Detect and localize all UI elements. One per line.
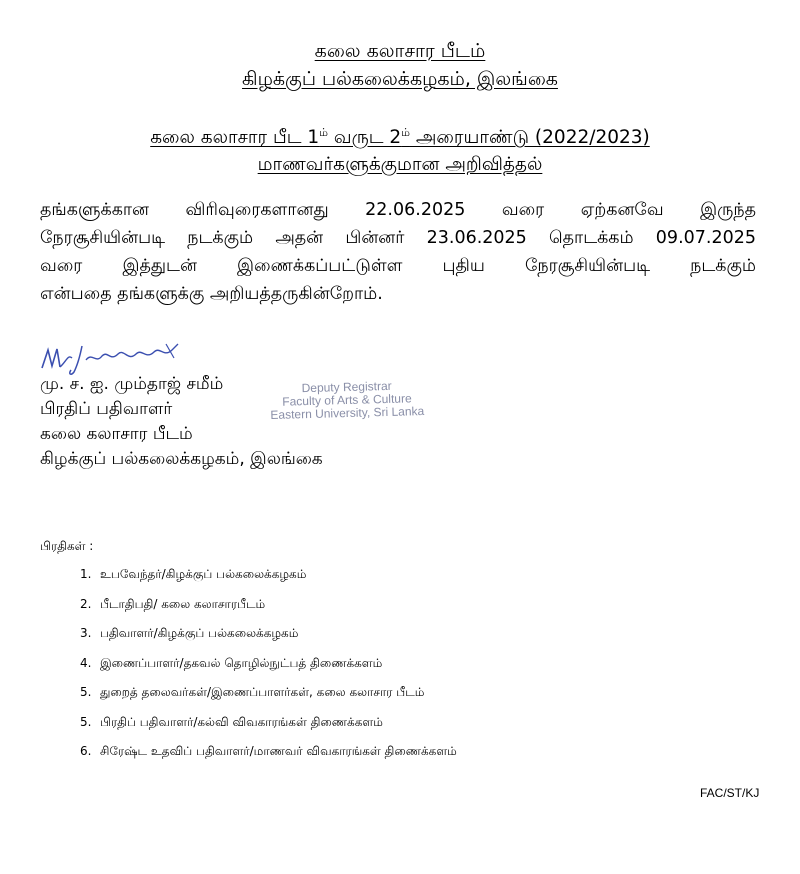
list-item <box>80 715 457 745</box>
list-text: உபவேந்தர்/கிழக்குப் பல்கலைக்கழகம் <box>100 567 307 581</box>
list-item <box>80 597 457 627</box>
list-item <box>80 656 457 686</box>
list-item <box>80 744 457 774</box>
faculty-name: கலை கலாசார பீடம் <box>314 40 486 62</box>
notice-title <box>0 126 800 150</box>
list-number: 5. <box>80 714 92 729</box>
signatory-university: கிழக்குப் பல்கலைக்கழகம், இலங்கை <box>40 449 323 469</box>
faculty-heading <box>0 40 800 65</box>
stamp-line: Faculty of Arts & Culture <box>282 391 412 409</box>
stamp-line: Eastern University, Sri Lanka <box>270 403 425 423</box>
list-text: பதிவாளர்/கிழக்குப் பல்கலைக்கழகம் <box>100 626 299 640</box>
notice-subtitle <box>0 154 800 177</box>
stamp-line: Deputy Registrar <box>301 378 392 396</box>
list-number: 3. <box>80 626 92 640</box>
list-number: 5. <box>80 685 92 699</box>
title-part3: அரையாண்டு (2022/2023) <box>409 127 650 149</box>
signatory-title: பிரதிப் பதிவாளர் <box>40 399 173 419</box>
list-number: 6. <box>80 744 92 758</box>
copies-label: பிரதிகள் : <box>40 539 94 553</box>
body-line: தங்களுக்கான விரிவுரைகளானது 22.06.2025 வரை ஏற்கனவே இருந்த <box>40 200 756 220</box>
list-number: 2. <box>80 596 92 611</box>
notice-body <box>40 196 756 308</box>
reference-code: FAC/ST/KJ <box>700 786 760 800</box>
list-text: சிரேஷ்ட உதவிப் பதிவாளர்/மாணவர் விவகாரங்கள் திணைக்களம் <box>100 744 457 758</box>
university-heading <box>0 68 800 93</box>
notice-title-line1 <box>150 127 650 148</box>
official-stamp <box>262 379 433 422</box>
list-item <box>80 685 457 715</box>
title-sup1: ம் <box>319 126 328 139</box>
body-line: வரை இத்துடன் இணைக்கப்பட்டுள்ள புதிய நேரசூசியின்படி நடக்கும் <box>40 256 756 276</box>
list-text: பீடாதிபதி/ கலை கலாசாரபீடம் <box>100 596 266 611</box>
title-part1: கலை கலாசார பீட 1 <box>150 127 320 149</box>
list-number: 1. <box>80 567 92 581</box>
title-part2: வருட 2 <box>328 127 402 149</box>
list-number: 4. <box>80 655 92 670</box>
list-item <box>80 626 457 656</box>
body-line: என்பதை தங்களுக்கு அறியத்தருகின்றோம். <box>40 284 383 304</box>
notice-subtitle-text: மாணவர்களுக்குமான அறிவித்தல் <box>257 154 543 175</box>
signatory-faculty: கலை கலாசார பீடம் <box>40 424 193 444</box>
body-line: நேரசூசியின்படி நடக்கும் அதன் பின்னர் 23.06.2025 தொடக்கம் 09.07.2025 <box>40 228 756 248</box>
copies-list <box>80 567 457 774</box>
title-sup2: ம் <box>401 126 410 139</box>
signatory-name: மு. ச. ஐ. மும்தாஜ் சமீம் <box>40 374 224 394</box>
list-text: இணைப்பாளர்/தகவல் தொழில்நுட்பத் திணைக்களம் <box>100 655 383 670</box>
list-text: பிரதிப் பதிவாளர்/கல்வி விவகாரங்கள் திணைக்களம் <box>100 714 383 729</box>
list-text: துறைத் தலைவர்கள்/இணைப்பாளர்கள், கலை கலாசார பீடம் <box>100 685 425 699</box>
list-item <box>80 567 457 597</box>
university-name: கிழக்குப் பல்கலைக்கழகம், இலங்கை <box>242 68 558 90</box>
